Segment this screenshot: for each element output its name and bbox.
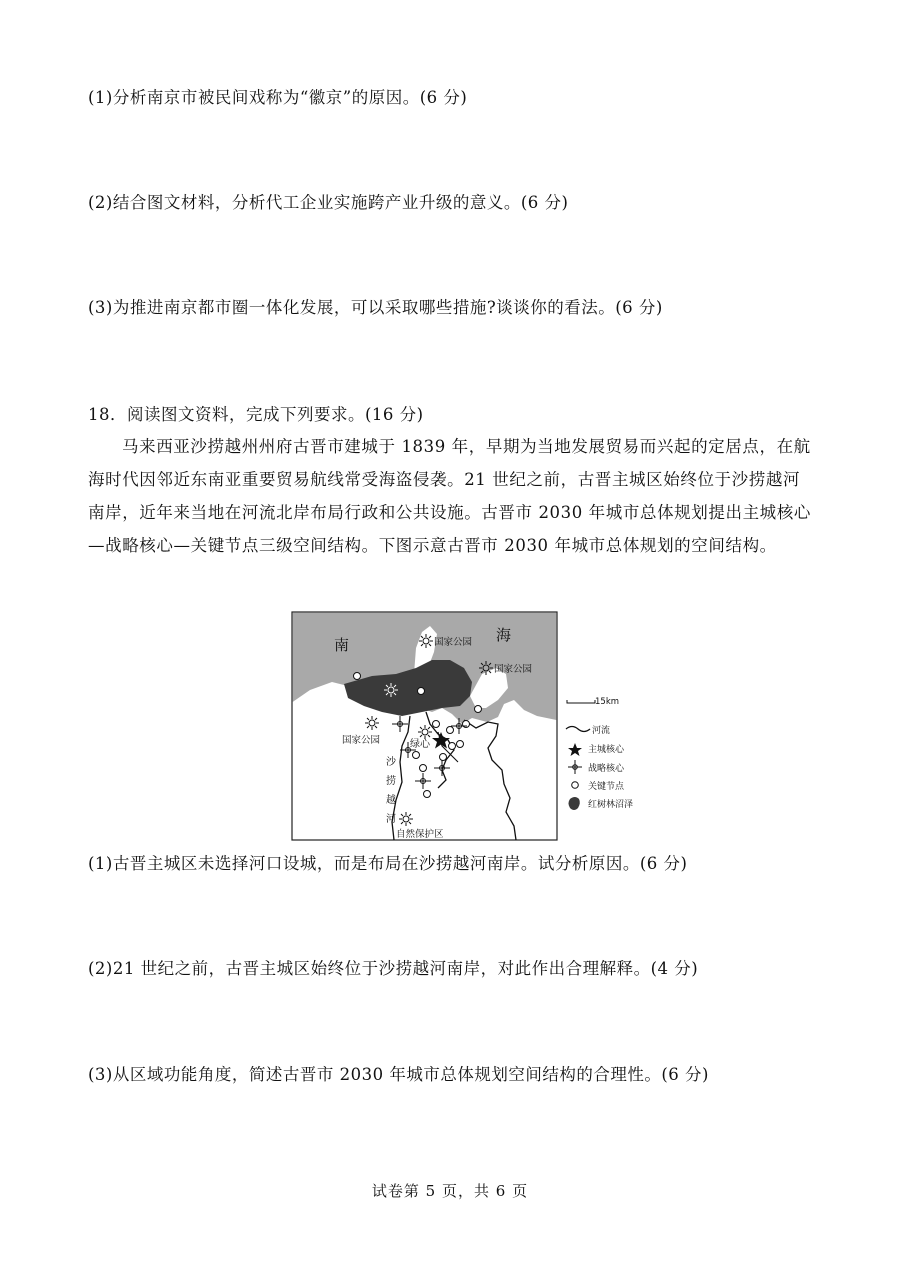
key-node	[354, 673, 361, 680]
page-footer: 试卷第 5 页，共 6 页	[371, 1182, 529, 1200]
kuching-planning-map	[292, 612, 634, 842]
key-node	[420, 765, 427, 772]
key-node	[457, 741, 464, 748]
park-label-west: 国家公园	[342, 735, 381, 746]
question-17-2: (2)结合图文材料，分析代工企业实施跨产业升级的意义。(6 分)	[88, 193, 569, 212]
legend-strategic-icon	[568, 760, 582, 774]
park-label-north: 国家公园	[434, 637, 473, 648]
legend-strategic-label: 战略核心	[588, 764, 625, 774]
park-label-east: 国家公园	[494, 664, 533, 675]
key-node	[475, 706, 482, 713]
key-node	[440, 754, 447, 761]
legend-mangrove-label: 红树林沼泽	[588, 800, 634, 810]
river-char-1: 沙	[386, 757, 396, 768]
reserve-label: 自然保护区	[396, 829, 444, 840]
key-node	[418, 688, 425, 695]
question-18-material	[88, 430, 816, 562]
legend-node-label: 关键节点	[588, 782, 625, 792]
scale-bar	[567, 700, 595, 703]
river-char-2: 捞	[386, 776, 396, 787]
question-18-2: (2)21 世纪之前，古晋主城区始终位于沙捞越河南岸，对此作出合理解释。(4 分)	[88, 959, 699, 978]
sea-char-sea: 海	[496, 626, 512, 644]
legend-river-icon	[566, 727, 590, 732]
material-text: 马来西亚沙捞越州州府古晋市建城于 1839 年，早期为当地发展贸易而兴起的定居点，在航海时代因邻近东南亚重要贸易航线常受海盗侵袭。21 世纪之前，古晋主城区始终位于沙捞越河南岸，近年来当地在河流北岸布局行政和公共设施。古晋市 2030 年城市总体规划提出主城核心—战略核心—关键节点三级空间结构。下图示意古晋市 2030 年城市总体规划的空间结构。	[88, 437, 811, 555]
legend-mangrove-icon	[569, 797, 580, 810]
question-18-3: (3)从区域功能角度，简述古晋市 2030 年城市总体规划空间结构的合理性。(6 分)	[88, 1065, 709, 1084]
key-node	[424, 791, 431, 798]
question-18-1: (1)古晋主城区未选择河口设城，而是布局在沙捞越河南岸。试分析原因。(6 分)	[88, 854, 688, 873]
legend-main-core-label: 主城核心	[588, 745, 625, 755]
legend-star-icon	[568, 743, 582, 756]
legend-river-label: 河流	[592, 726, 611, 736]
question-17-1: (1)分析南京市被民间戏称为“徽京”的原因。(6 分)	[88, 88, 468, 107]
question-18-heading: 18．阅读图文资料，完成下列要求。(16 分)	[88, 405, 424, 424]
question-17-3: (3)为推进南京都市圈一体化发展，可以采取哪些措施?谈谈你的看法。(6 分)	[88, 298, 663, 317]
key-node	[433, 721, 440, 728]
legend-node-icon	[572, 782, 579, 789]
scale-label: 15km	[595, 697, 620, 707]
key-node	[447, 727, 454, 734]
key-node	[449, 743, 456, 750]
river-char-3: 越	[386, 795, 396, 806]
key-node	[413, 752, 420, 759]
green-heart-label: 绿心	[410, 739, 430, 750]
river-char-4: 河	[386, 814, 396, 825]
sea-char-south: 南	[334, 636, 350, 654]
